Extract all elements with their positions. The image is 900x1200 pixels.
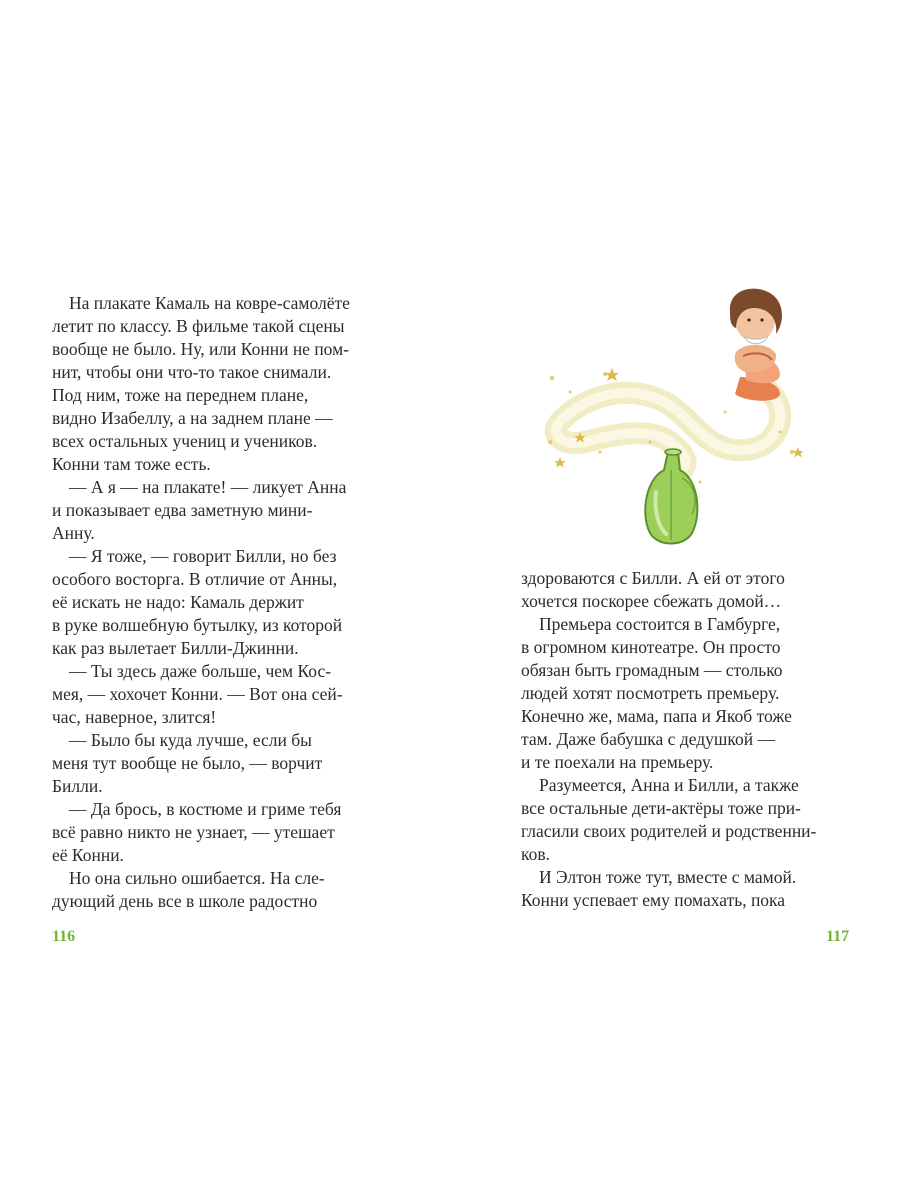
text-line: вообще не было. Ну, или Конни не пом- — [52, 339, 350, 359]
text-line: видно Изабеллу, а на заднем плане — — [52, 408, 333, 428]
text-line: все остальные дети-актёры тоже при- — [521, 798, 801, 818]
text-line: Премьера состоится в Гамбурге, — [539, 614, 781, 634]
text-line: и те поехали на премьеру. — [521, 752, 714, 772]
text-line: особого восторга. В отличие от Анны, — [52, 569, 338, 589]
genie-illustration — [540, 282, 810, 552]
text-line: летит по классу. В фильме такой сцены — [52, 316, 345, 336]
text-line: Но она сильно ошибается. На сле- — [69, 868, 325, 888]
text-line: и показывает едва заметную мини- — [52, 500, 313, 520]
text-line: ков. — [521, 844, 551, 864]
text-line: — А я — на плакате! — ликует Анна — [69, 477, 347, 497]
text-line: хочется поскорее сбежать домой… — [521, 591, 782, 611]
text-line: Билли. — [52, 776, 103, 796]
text-line: — Ты здесь даже больше, чем Кос- — [69, 661, 332, 681]
text-line: в руке волшебную бутылку, из которой — [52, 615, 343, 635]
page-number: 117 — [826, 928, 850, 945]
text-line: там. Даже бабушка с дедушкой — — [521, 729, 775, 749]
text-line: Разумеется, Анна и Билли, а также — [539, 775, 799, 795]
text-line: И Элтон тоже тут, вместе с мамой. — [539, 867, 797, 887]
text-line: час, наверное, злится! — [52, 707, 217, 727]
text-line: всех остальных учениц и учеников. — [52, 431, 318, 451]
text-line: — Я тоже, — говорит Билли, но без — [69, 546, 337, 566]
text-line: дующий день все в школе радостно — [52, 891, 318, 911]
text-line: Конни успевает ему помахать, пока — [521, 890, 786, 910]
text-line: — Да брось, в костюме и гриме тебя — [69, 799, 342, 819]
text-line: — Было бы куда лучше, если бы — [69, 730, 312, 750]
text-line: здороваются с Билли. А ей от этого — [521, 568, 785, 588]
text-line: меня тут вообще не было, — ворчит — [52, 753, 323, 773]
right-page — [450, 0, 900, 1200]
text-line: Конни там тоже есть. — [52, 454, 211, 474]
text-line: мея, — хохочет Конни. — Вот она сей- — [52, 684, 343, 704]
page-number: 116 — [52, 928, 76, 945]
text-line: в огромном кинотеатре. Он просто — [521, 637, 781, 657]
text-line: гласили своих родителей и родственни- — [521, 821, 817, 841]
text-line: Анну. — [52, 523, 95, 543]
text-line: Под ним, тоже на переднем плане, — [52, 385, 309, 405]
text-line: обязан быть громадным — столько — [521, 660, 783, 680]
text-line: людей хотят посмотреть премьеру. — [521, 683, 780, 703]
text-line: нит, чтобы они что-то такое снимали. — [52, 362, 332, 382]
text-line: её искать не надо: Камаль держит — [52, 592, 304, 612]
text-line: как раз вылетает Билли-Джинни. — [52, 638, 299, 658]
text-line: её Конни. — [52, 845, 124, 865]
text-line: На плакате Камаль на ковре-самолёте — [69, 293, 350, 313]
text-line: Конечно же, мама, папа и Якоб тоже — [521, 706, 792, 726]
text-line: всё равно никто не узнает, — утешает — [52, 822, 335, 842]
